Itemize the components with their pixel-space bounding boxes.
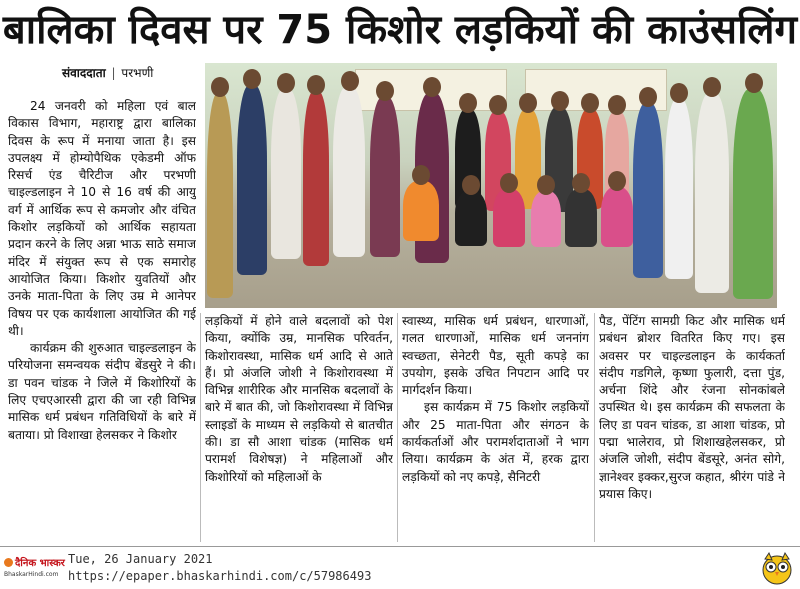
photo-person [665,99,693,279]
photo-person [333,87,365,257]
photo-person [633,103,663,278]
article-column-2 [205,313,393,542]
photo-person [303,91,329,266]
photo-head [341,71,359,91]
byline [62,66,153,80]
article-paragraph: 24 जनवरी को महिला एवं बाल विकास विभाग, महाराष्ट्र द्वारा बालिका दिवस के रूप में मनाया जाता है। इस उपलक्ष्य में होम्योपैथिक एकेडमी ऑफ रिसर्च एंड चैरिटीज और परभणी चाइल्डलाइन ने 10 से 16 वर्ष की आयु वर्ग में आर्थिक रूप से कमजोर और वंचित किशोर लड़कियों को आर्थिक सहायता प्रदान करने के लिए अन्ना भाऊ साठे समाज मंदिर में संयुक्त रूप से एक समारोह आयोजित किया। किशोर युवतियों और उनके माता-पिता के लिए उम्र मे आनेपर विषय पर एक कार्यशाला आयोजित की गई थी। [8,99,196,338]
epaper-footer [0,546,800,589]
edition-date: Tue, 26 January 2021 [68,552,213,566]
column-divider [200,313,201,542]
epaper-url[interactable]: https://epaper.bhaskarhindi.com/c/57986493 [68,569,372,583]
photo-head [459,93,477,113]
event-photo [205,63,777,308]
sun-icon [4,558,13,567]
owl-mascot-icon [760,551,794,585]
article-paragraph: कार्यक्रम की शुरुआत चाइल्डलाइन के परियोजना समन्वयक संदीप बेंडसुरे ने की। डा पवन चांडक ने जिले में किशोरियों के लिए एचएआरसी द्वारा की जा रही विभिन्न मासिक धर्म प्रबंधन गतिविधियों के बारे में बताया। प्रो विशाखा हेलसकर ने किशोर [8,341,196,442]
photo-head [500,173,518,193]
photo-person [733,89,773,299]
photo-head [703,77,721,97]
logo-name: दैनिक भास्कर [15,558,65,569]
photo-person [455,191,487,246]
byline-bureau: संवाददाता [62,66,106,80]
photo-head [376,81,394,101]
byline-separator: | [111,66,116,80]
column-divider [594,313,595,542]
photo-person [565,189,597,247]
article-paragraph: लड़कियों में होने वाले बदलावों को पेश किया, क्योंकि उम्र, मानसिक परिवर्तन, किशोरावस्था, मासिक धर्म आदि से आते हैं। प्रो अंजलि जोशी ने किशोरावस्था में विभिन्न शारीरिक और मानसिक बदलावों के बारे में बात की, जो किशोरावस्था में विभिन्न स्लाइडों के माध्यम से लड़कियो से बातचीत की। डा सौ आशा चांडक (मासिक धर्म परामर्श विशेषज्ञ) ने महिलाओं और किशोरियों को महिलाओं के [205,314,393,484]
photo-person [601,187,633,247]
article-column-1 [8,98,196,542]
article-paragraph: स्वास्थ्य, मासिक धर्म प्रबंधन, धारणाओं, गलत धारणाओं, मासिक धर्म जननांग स्वच्छता, सेनेटरी पैड, सूती कपड़े का उपयोग, इसके उचित निपटान आदि पर मार्गदर्शन किया। [402,314,589,398]
logo-subtitle: BhaskarHindi.com [4,571,59,578]
article-column-3 [402,313,589,542]
photo-person [493,189,525,247]
photo-person [531,191,561,247]
photo-head [572,173,590,193]
photo-head [462,175,480,195]
photo-person [370,97,400,257]
photo-person [695,93,729,293]
article-paragraph: इस कार्यक्रम में 75 किशोर लड़कियों और 25 माता-पिता और संगठन के कार्यकर्ताओं और परामर्शदाताओं ने भाग लिया। कार्यक्रम के अंत में, हरक द्वारा लड़कियों को नए कपड़े, सैनिटरी [402,400,589,484]
column-divider [397,313,398,542]
headline: बालिका दिवस पर 75 किशोर लड़कियों की काउंसलिंग [2,7,798,53]
article-paragraph: पैड, पेंटिंग सामग्री किट और मासिक धर्म प्रबंधन ब्रोशर वितरित किए गए। इस अवसर पर चाइल्डलाइन के कार्यकर्ता संदीप गडगिले, कृष्णा फुलारी, दत्ता पुंड, अर्चना शिंदे और रंजना सोनकांबले उपस्थित थे। इस कार्यक्रम की सफलता के लिए डा पवन चांडक, डा आशा चांडक, प्रो पद्मा भालेराव, प्रो शिशाखहेलसकर, प्रो अंजलि जोशी, संदीप बेंडसूरे, अनंत सोगे, ज्ञानेश्वर इक्कर,सुरज कहात, श्रीरंग पांडे ने प्रयास किए। [599,314,785,501]
photo-head [608,171,626,191]
photo-head [412,165,430,185]
photo-head [608,95,626,115]
photo-head [519,93,537,113]
photo-person [403,181,439,241]
photo-person [237,85,267,275]
photo-head [211,77,229,97]
article-column-4 [599,313,785,542]
photo-head [551,91,569,111]
photo-head [307,75,325,95]
photo-head [423,77,441,97]
photo-head [243,69,261,89]
byline-city: परभणी [121,66,154,80]
photo-head [581,93,599,113]
photo-head [537,175,555,195]
photo-head [489,95,507,115]
photo-person [207,93,233,298]
bhaskar-logo[interactable] [4,555,64,583]
photo-person [271,89,301,259]
photo-head [639,87,657,107]
photo-head [745,73,763,93]
photo-head [670,83,688,103]
photo-head [277,73,295,93]
